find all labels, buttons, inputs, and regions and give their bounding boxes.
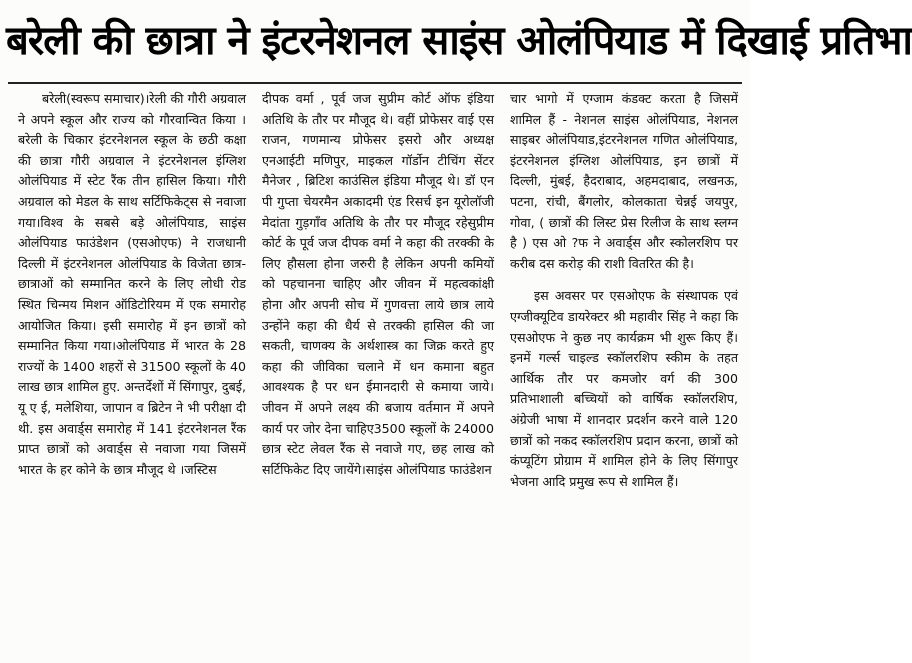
column-2-paragraph-1: दीपक वर्मा , पूर्व जज सुप्रीम कोर्ट ऑफ इंडिया अतिथि के तौर पर मौजूद थे। वहीं प्रोफेसर वाई एस राजन, गणमान्य प्रोफेसर इसरो और अध्यक्ष एनआईटी मणिपुर, माइकल गॉर्डोन टीचिंग सेंटर मैनेजर , ब्रिटिश काउंसिल इंडिया मौजूद थे। डॉ एन पी गुप्ता चेयरमैन अकादमी एंड रिसर्च इन यूरोलॉजी मेदांता गुड़गाँव अतिथि के तौर पर मौजूद रहेसुप्रीम कोर्ट के पूर्व जज दीपक वर्मा ने कहा की तरक्की के लिए हौसला होना जरुरी है लेकिन अपनी कमियों को पहचानना चाहिए और जीवन में महत्वकांक्षी होना और अपनी सोच में गुणवत्ता लाये छात्र लाये उन्होंने कहा की धैर्य से तरक्की हासिल की जा सकती, चाणक्य के अर्थशास्त्र का जिक्र करते हुए कहा की जीविका चलाने में धन कमाना बहुत आवश्यक है पर धन ईमानदारी से कमाया जाये। जीवन में अपने लक्ष्य की बजाय वर्तमान में अपने कार्य पर जोर देना चाहिए3500 स्कूलों के 24000 छात्र स्टेट लेवल रैंक से नवाजे गए, छह लाख को सर्टिफिकेट दिए जायेंगे।साइंस ओलंपियाड फाउंडेशन	[262, 91, 494, 477]
column-3-paragraph-1: चार भागो में एग्जाम कंडक्ट करता है जिसमें शामिल हैं - नेशनल साइंस ओलंपियाड, नेशनल साइबर ओलंपियाड,इंटरनेशनल गणित ओलंपियाड, इंटरनेशनल इंग्लिश ओलंपियाड, इन छात्रों में दिल्ली, मुंबई, हैदराबाद, अहमदाबाद, लखनऊ, पटना, रांची, बैंगलोर, कोलकाता चेन्नई जयपुर, गोवा, ( छात्रों की लिस्ट प्रेस रिलीज के साथ स्लग्न है ) एस ओ ?फ ने अवार्ड्स और स्कोलरशिप पर करीब दस करोड़ की राशी वितरित की है।	[510, 91, 738, 271]
article-column-1	[18, 89, 246, 659]
headline: बरेली की छात्रा ने इंटरनेशनल साइंस ओलंपियाड में दिखाई प्रतिभा	[6, 18, 912, 64]
article-column-2	[262, 89, 494, 659]
headline-rule	[8, 82, 742, 84]
article-column-3	[510, 89, 738, 659]
column-1-paragraph-1: बरेली(स्वरूप समाचार)।रेली की गौरी अग्रवाल ने अपने स्कूल और राज्य को गौरवान्वित किया । बरेली के चिकार इंटरनेशनल स्कूल के छठी कक्षा की छात्रा गौरी अग्रवाल ने इंटरनेशनल इंग्लिश ओलंपियाड में स्टेट रैंक तीन हासिल किया। गौरी अग्रवाल को मेडल के साथ सर्टिफिकेट्स से नवाजा गया।विश्व के सबसे बड़े ओलंपियाड, साइंस ओलंपियाड फाउंडेशन (एसओएफ) ने राजधानी दिल्ली में इंटरनेशनल ओलंपियाड के विजेता छात्र-छात्राओं को सम्मानित करने के लिए लोधी रोड स्थित चिन्मय मिशन ऑडिटोरियम में एक समारोह आयोजित किया। इसी समारोह में इन छात्रों को सम्मानित किया गया।ओलंपियाड में भारत के 28 राज्यों के 1400 शहरों से 31500 स्कूलों के 40 लाख छात्र शामिल हुए. अन्तर्देशों में सिंगापुर, दुबई, यू ए ई, मलेशिया, जापान व ब्रिटेन ने भी परीक्षा दी थी. इस अवार्ड्स समारोह में 141 इंटरनेशनल रैंक प्राप्त छात्रों को अवार्ड्स से नवाजा गया जिसमें भारत के हर कोने के छात्र मौजूद थे ।जस्टिस	[18, 91, 246, 477]
column-3-paragraph-2: इस अवसर पर एसओएफ के संस्थापक एवं एग्जीक्यूटिव डायरेक्टर श्री महावीर सिंह ने कहा कि एसओएफ ने कुछ नए कार्यक्रम भी शुरू किए हैं। इनमें गर्ल्स चाइल्ड स्कॉलरशिप स्कीम के तहत आर्थिक तौर पर कमजोर वर्ग की 300 प्रतिभाशाली बच्चियों को वार्षिक स्कॉलरशिप, अंग्रेजी भाषा में शानदार प्रदर्शन करने वाले 120 छात्रों को नकद स्कॉलरशिप प्रदान करना, छात्रों को कंप्यूटिंग प्रोग्राम में शामिल होने के लिए सिंगापुर भेजना आदि प्रमुख रूप से शामिल हैं।	[510, 288, 738, 489]
